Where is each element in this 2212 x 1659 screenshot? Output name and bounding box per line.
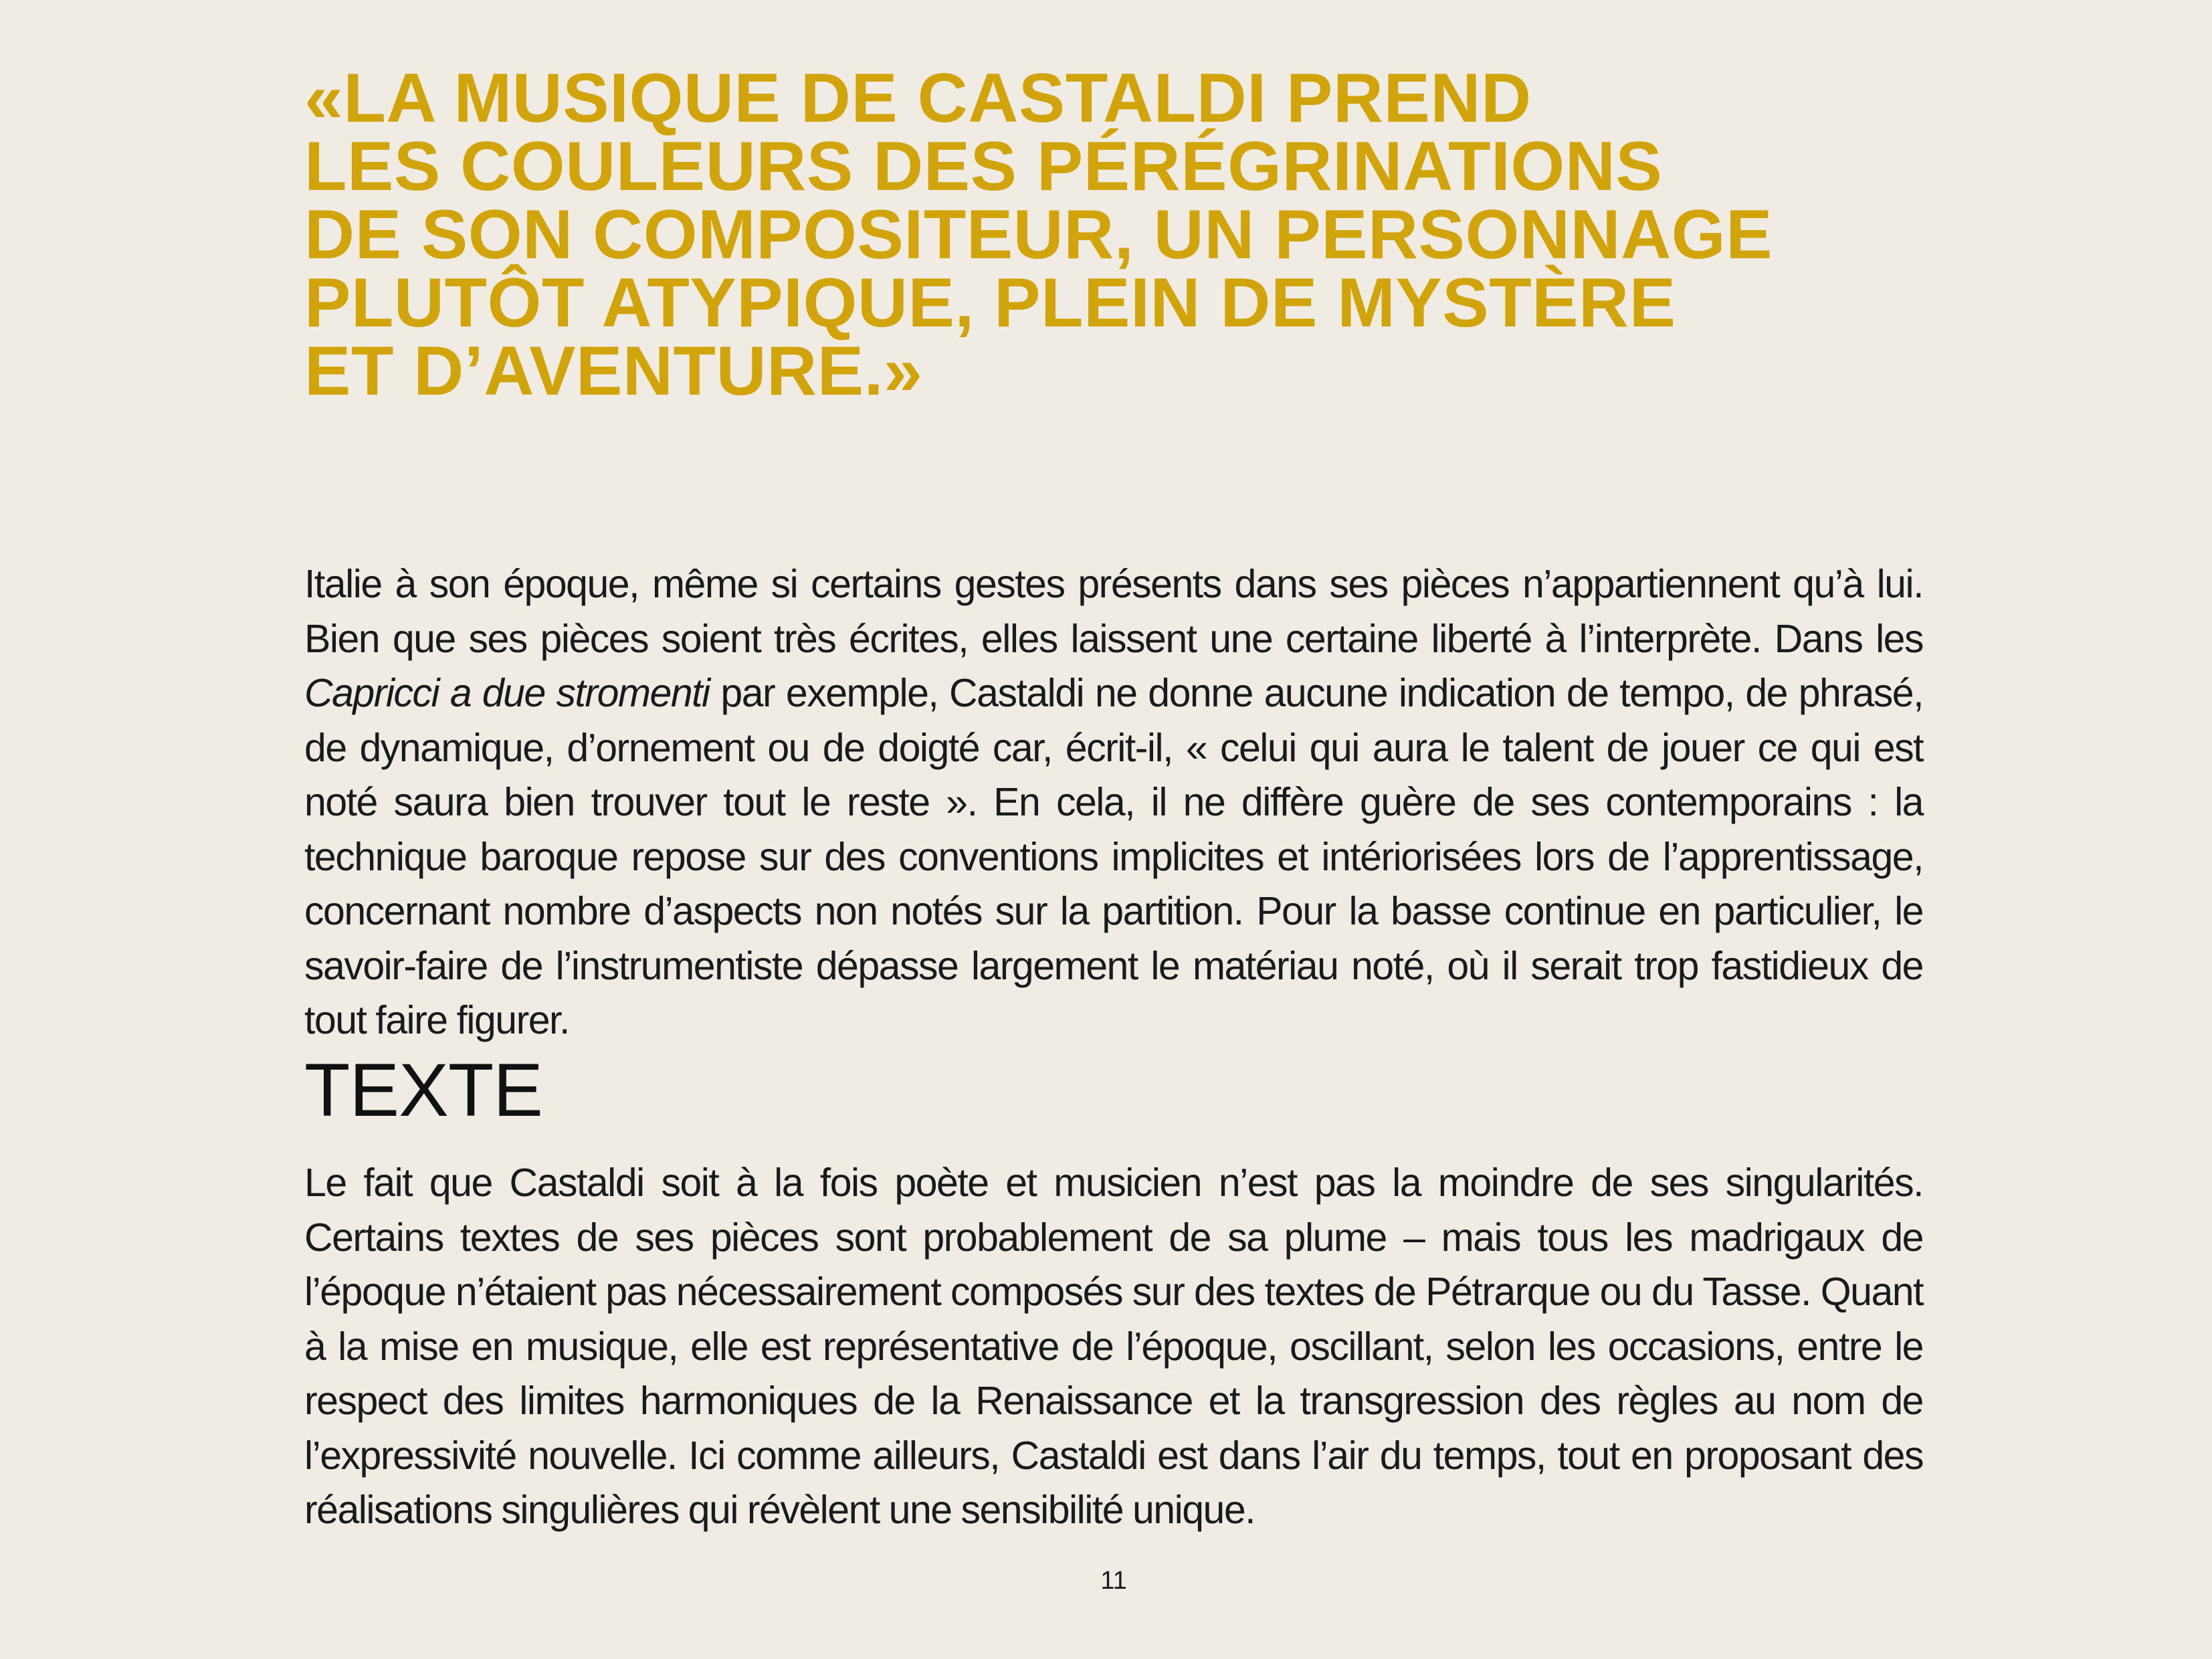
paragraph-text: par exemple, Castaldi ne donne aucune indication de tempo, de phrasé, de dynamique, d’ornement ou de doigté car, écrit-il, « celui qui aura le talent de jouer ce qui est noté saura bien trouver tout le reste ». En cela, il ne diffère guère de ses contemporains : la technique baroque repose sur des conventions implicites et intériorisées lors de l’apprentissage, concernant nombre d’aspects non notés sur la partition. Pour la basse continue en particulier, le savoir-faire de l’instrumentiste dépasse largement le matériau noté, où il serait trop fastidieux de tout faire figurer.	[304, 671, 1923, 1042]
pull-quote-line: LES COULEURS DES PÉRÉGRINATIONS	[304, 128, 1663, 205]
work-title-italic: Capricci a due stromenti	[304, 671, 710, 715]
body-paragraph-1	[304, 557, 1923, 1048]
paragraph-text: Italie à son époque, même si certains gestes présents dans ses pièces n’appartiennent qu’à lui. Bien que ses pièces soient très écrites, elles laissent une certaine liberté à l’interprète. Dans les	[304, 562, 1923, 661]
document-page	[304, 0, 1923, 1659]
section-heading: TEXTE	[304, 1048, 542, 1132]
pull-quote-line: ET D’AVENTURE.»	[304, 332, 923, 410]
pull-quote-line: «LA MUSIQUE DE CASTALDI PREND	[304, 60, 1532, 137]
pull-quote-line: DE SON COMPOSITEUR, UN PERSONNAGE	[304, 196, 1773, 274]
body-paragraph-2: Le fait que Castaldi soit à la fois poète et musicien n’est pas la moindre de ses singularités. Certains textes de ses pièces sont probablement de sa plume – mais tous les madrigaux de l’époque n’étaient pas nécessairement composés sur des textes de Pétrarque ou du Tasse. Quant à la mise en musique, elle est représentative de l’époque, oscillant, selon les occasions, entre le respect des limites harmoniques de la Renaissance et la transgression des règles au nom de l’expressivité nouvelle. Ici comme ailleurs, Castaldi est dans l’air du temps, tout en proposant des réalisations singulières qui révèlent une sensibilité unique.	[304, 1161, 1923, 1532]
pull-quote	[304, 60, 1923, 410]
page-number: 11	[1100, 1567, 1127, 1595]
pull-quote-line: PLUTÔT ATYPIQUE, PLEIN DE MYSTÈRE	[304, 264, 1676, 342]
